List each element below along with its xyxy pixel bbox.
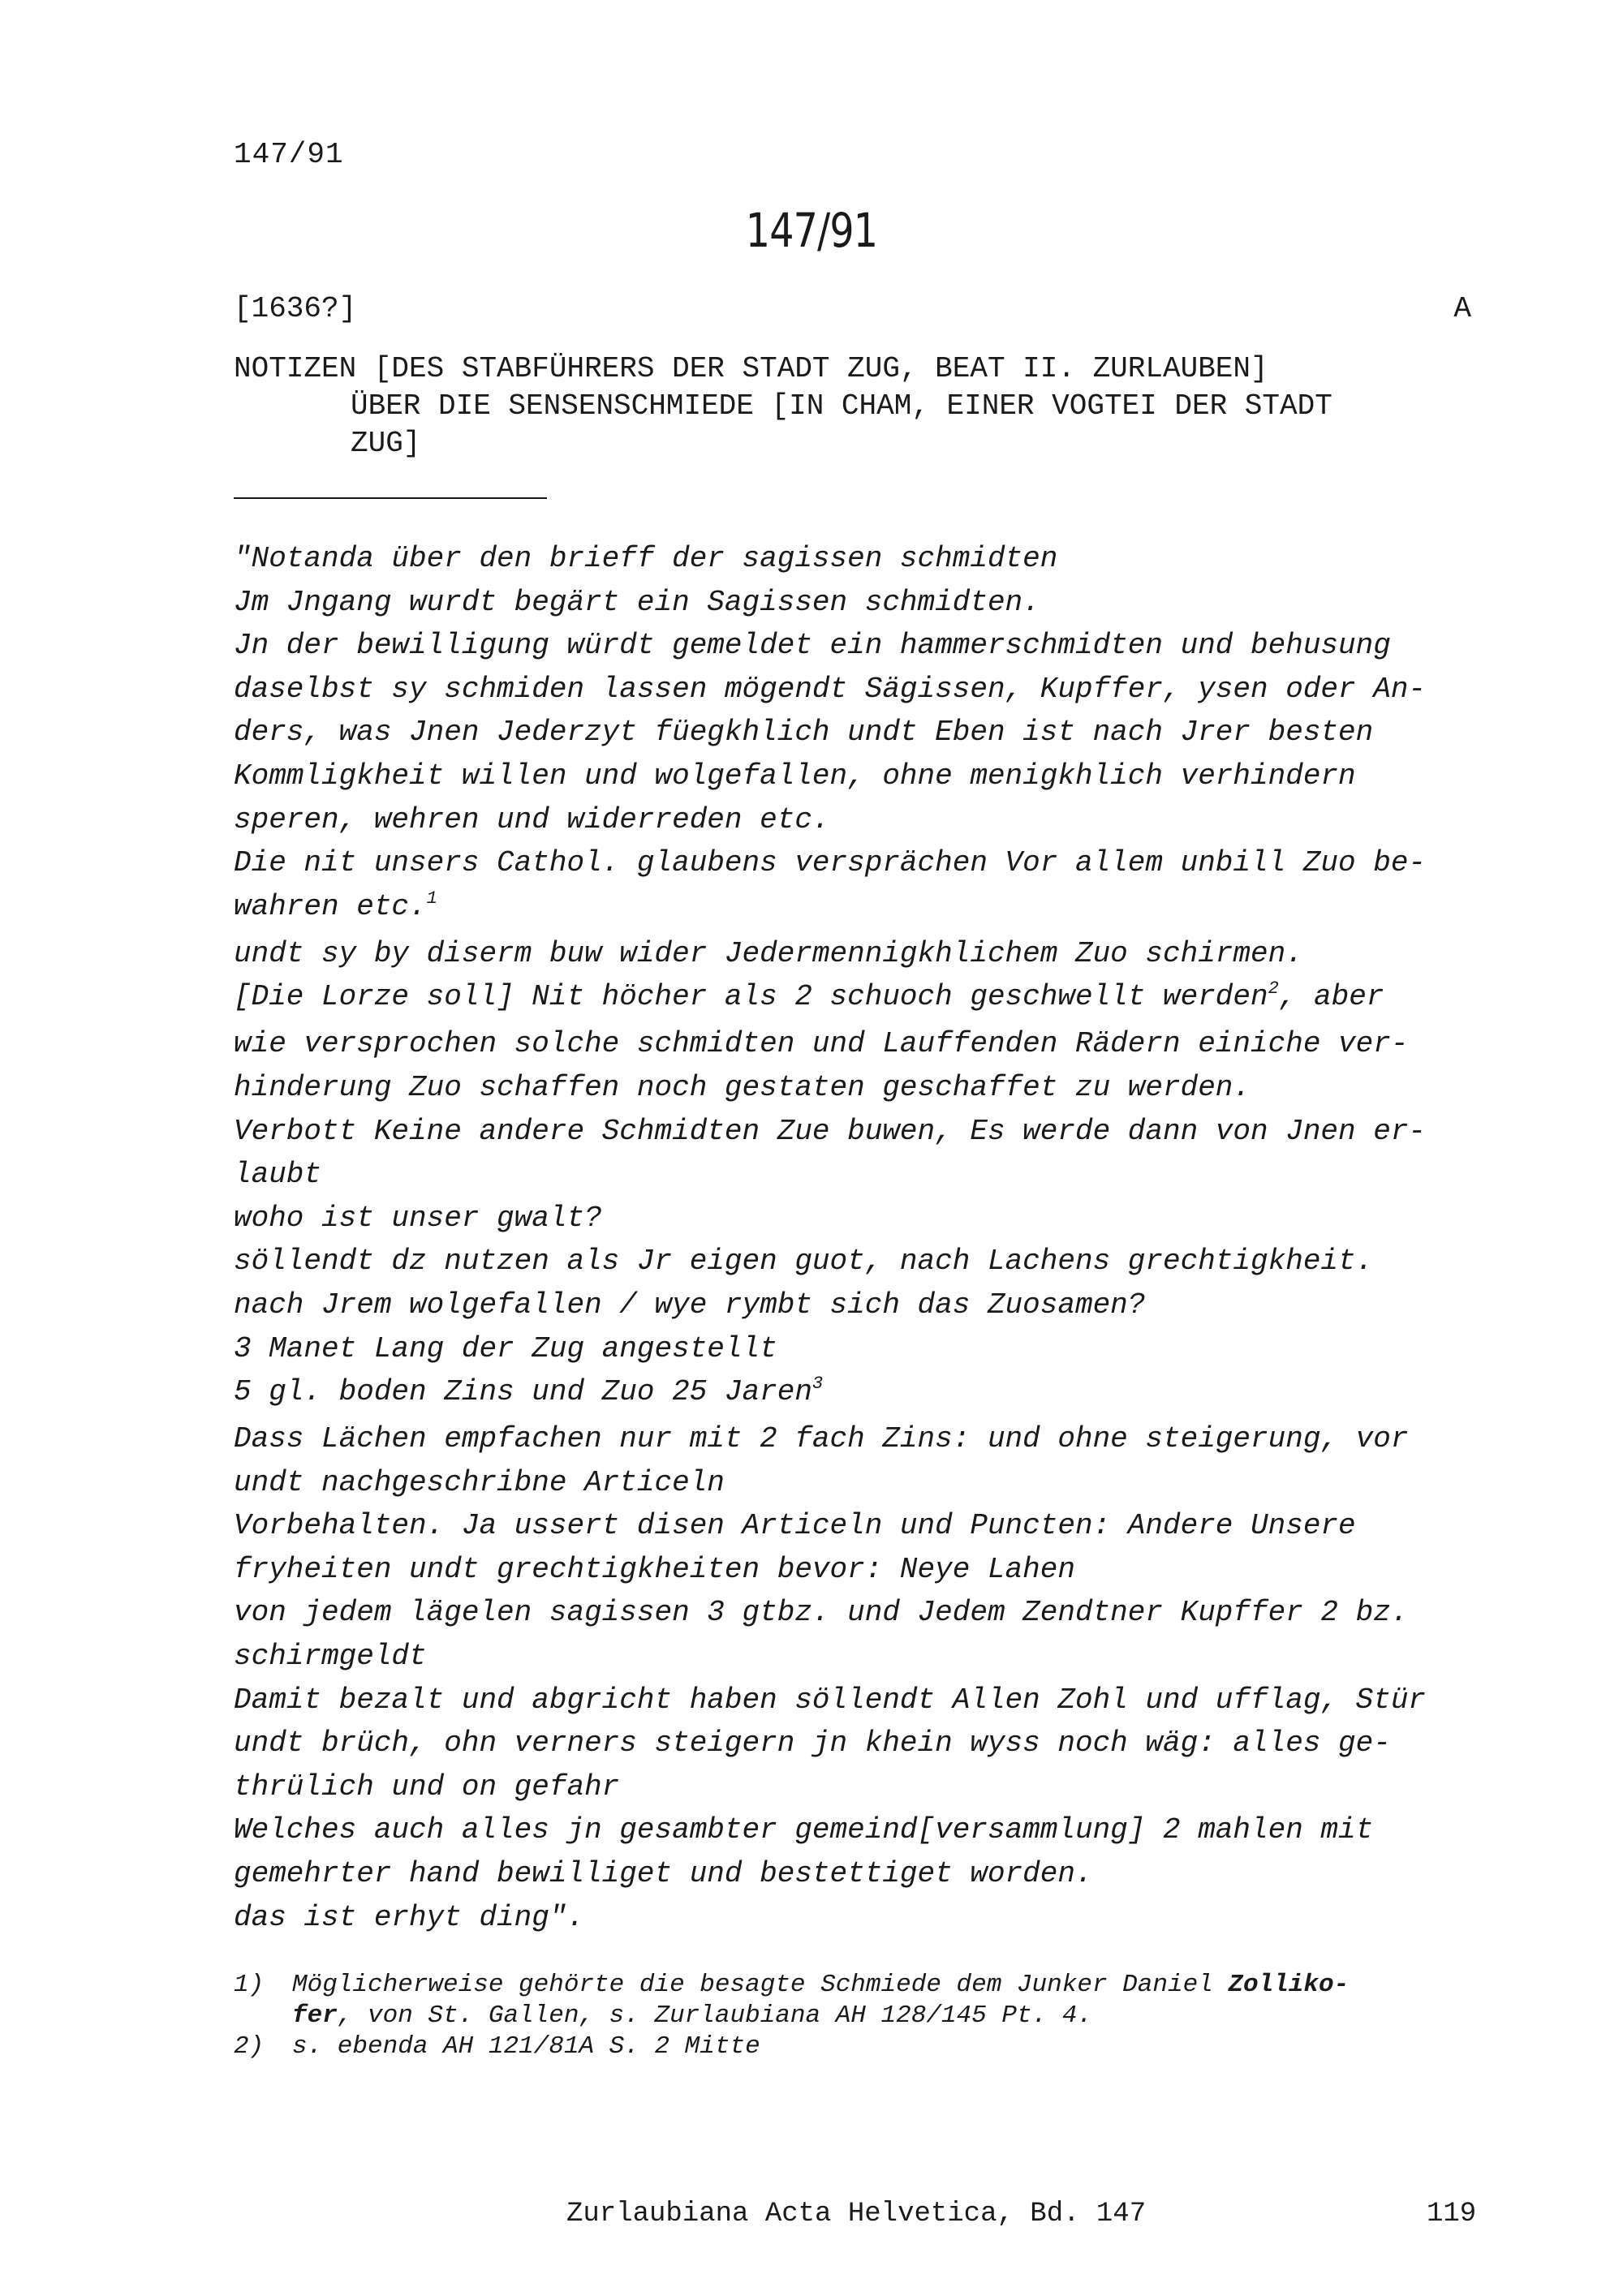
text-line: Verbott Keine andere Schmidten Zue buwen, Es werde dann von Jnen er- <box>234 1114 1427 1148</box>
title-divider <box>234 497 547 499</box>
title-line: ZUG] <box>351 427 421 460</box>
text-segment: [Die Lorze soll] Nit höcher als 2 schuoch geschwellt werden <box>234 980 1268 1014</box>
text-line: speren, wehren und widerreden etc. <box>234 802 830 836</box>
document-marker: A <box>1453 292 1471 325</box>
text-line: fryheiten undt grechtigkheiten bevor: Neye Lahen <box>234 1552 1075 1586</box>
footnote-number: 2) <box>234 2032 265 2061</box>
text-line: Welches auch alles jn gesambter gemeind[versammlung] 2 mahlen mit <box>234 1813 1374 1847</box>
center-reference: 147/91 <box>745 203 878 258</box>
text-line: Jm Jngang wurdt begärt ein Sagissen schmidten. <box>234 585 1040 619</box>
footnotes <box>234 1970 1532 2062</box>
footnote-mark: 3 <box>812 1374 824 1395</box>
date-row <box>234 292 1471 325</box>
text-line: schirmgeldt <box>234 1640 427 1674</box>
footnote-name: Zolliko- <box>1228 1971 1350 1999</box>
text-line: das ist erhyt ding". <box>234 1900 585 1934</box>
text-line: daselbst sy schmiden lassen mögendt Sägissen, Kupffer, ysen oder An- <box>234 672 1427 706</box>
text-line: "Notanda über den brieff der sagissen schmidten <box>234 542 1058 575</box>
text-line: Kommligkheit willen und wolgefallen, ohne menigkhlich verhindern <box>234 759 1356 793</box>
text-line: söllendt dz nutzen als Jr eigen guot, nach Lachens grechtigkheit. <box>234 1245 1374 1279</box>
text-line <box>234 975 1532 1022</box>
footnote-text <box>292 1970 1532 2032</box>
text-segment: wahren etc. <box>234 889 427 923</box>
text-line: nach Jrem wolgefallen / wye rymbt sich das Zuosamen? <box>234 1288 1146 1322</box>
text-line: laubt <box>234 1158 322 1192</box>
text-line: ders, was Jnen Jederzyt füegkhlich undt Eben ist nach Jrer besten <box>234 716 1374 750</box>
text-line: undt sy by diserm buw wider Jedermennigkhlichem Zuo schirmen. <box>234 936 1303 970</box>
title-line: NOTIZEN [DES STABFÜHRERS DER STADT ZUG, BEAT II. ZURLAUBEN] <box>234 352 1268 385</box>
text-line: Jn der bewilligung würdt gemeldet ein hammerschmidten und behusung <box>234 629 1391 663</box>
text-line: gemehrter hand bewilliget und bestettiget worden. <box>234 1857 1093 1891</box>
footnote <box>234 2032 1532 2062</box>
text-segment: , aber <box>1278 980 1384 1014</box>
footnote <box>234 1970 1532 2032</box>
footnote-name: fer <box>292 2001 338 2030</box>
footnote-mark: 1 <box>426 888 437 909</box>
document-title <box>234 350 1500 462</box>
text-line: wie versprochen solche schmidten und Lauffenden Rädern einiche ver- <box>234 1027 1409 1061</box>
footnote-number: 1) <box>234 1971 265 1999</box>
footnote-segment: , von St. Gallen, s. Zurlaubiana AH 128/145 Pt. 4. <box>337 2001 1092 2030</box>
text-line: thrülich und on gefahr <box>234 1769 620 1804</box>
page-number: 119 <box>1427 2199 1477 2229</box>
corner-reference: 147/91 <box>234 138 344 171</box>
footnote-segment: Möglicherweise gehörte die besagte Schmiede dem Junker Daniel <box>292 1971 1229 1999</box>
text-line: Die nit unsers Cathol. glaubens versprächen Vor allem unbill Zuo be- <box>234 846 1427 880</box>
text-line: undt nachgeschribne Articeln <box>234 1465 725 1499</box>
title-line: ÜBER DIE SENSENSCHMIEDE [IN CHAM, EINER VOGTEI DER STADT <box>351 389 1332 423</box>
text-segment: 5 gl. boden Zins und Zuo 25 Jaren <box>234 1375 812 1409</box>
text-line: von jedem lägelen sagissen 3 gtbz. und Jedem Zendtner Kupffer 2 bz. <box>234 1596 1409 1630</box>
footnote-mark: 2 <box>1268 978 1279 1000</box>
footnote-text: s. ebenda AH 121/81A S. 2 Mitte <box>292 2032 760 2061</box>
transcription-body <box>234 537 1532 1939</box>
text-line: Dass Lächen empfachen nur mit 2 fach Zins: und ohne steigerung, vor <box>234 1422 1409 1456</box>
document-date: [1636?] <box>234 292 357 325</box>
text-line: woho ist unser gwalt? <box>234 1201 602 1235</box>
text-line <box>234 1370 1532 1417</box>
text-line: hinderung Zuo schaffen noch gestaten geschaffet zu werden. <box>234 1070 1251 1104</box>
text-line: Vorbehalten. Ja ussert disen Articeln und Puncten: Andere Unsere <box>234 1509 1356 1543</box>
text-line <box>234 885 1532 932</box>
text-line: 3 Manet Lang der Zug angestellt <box>234 1331 777 1365</box>
footer-publication: Zurlaubiana Acta Helvetica, Bd. 147 <box>566 2199 1147 2229</box>
text-line: Damit bezalt und abgricht haben söllendt Allen Zohl und ufflag, Stür <box>234 1683 1427 1717</box>
text-line: undt brüch, ohn verners steigern jn khein wyss noch wäg: alles ge- <box>234 1726 1391 1761</box>
